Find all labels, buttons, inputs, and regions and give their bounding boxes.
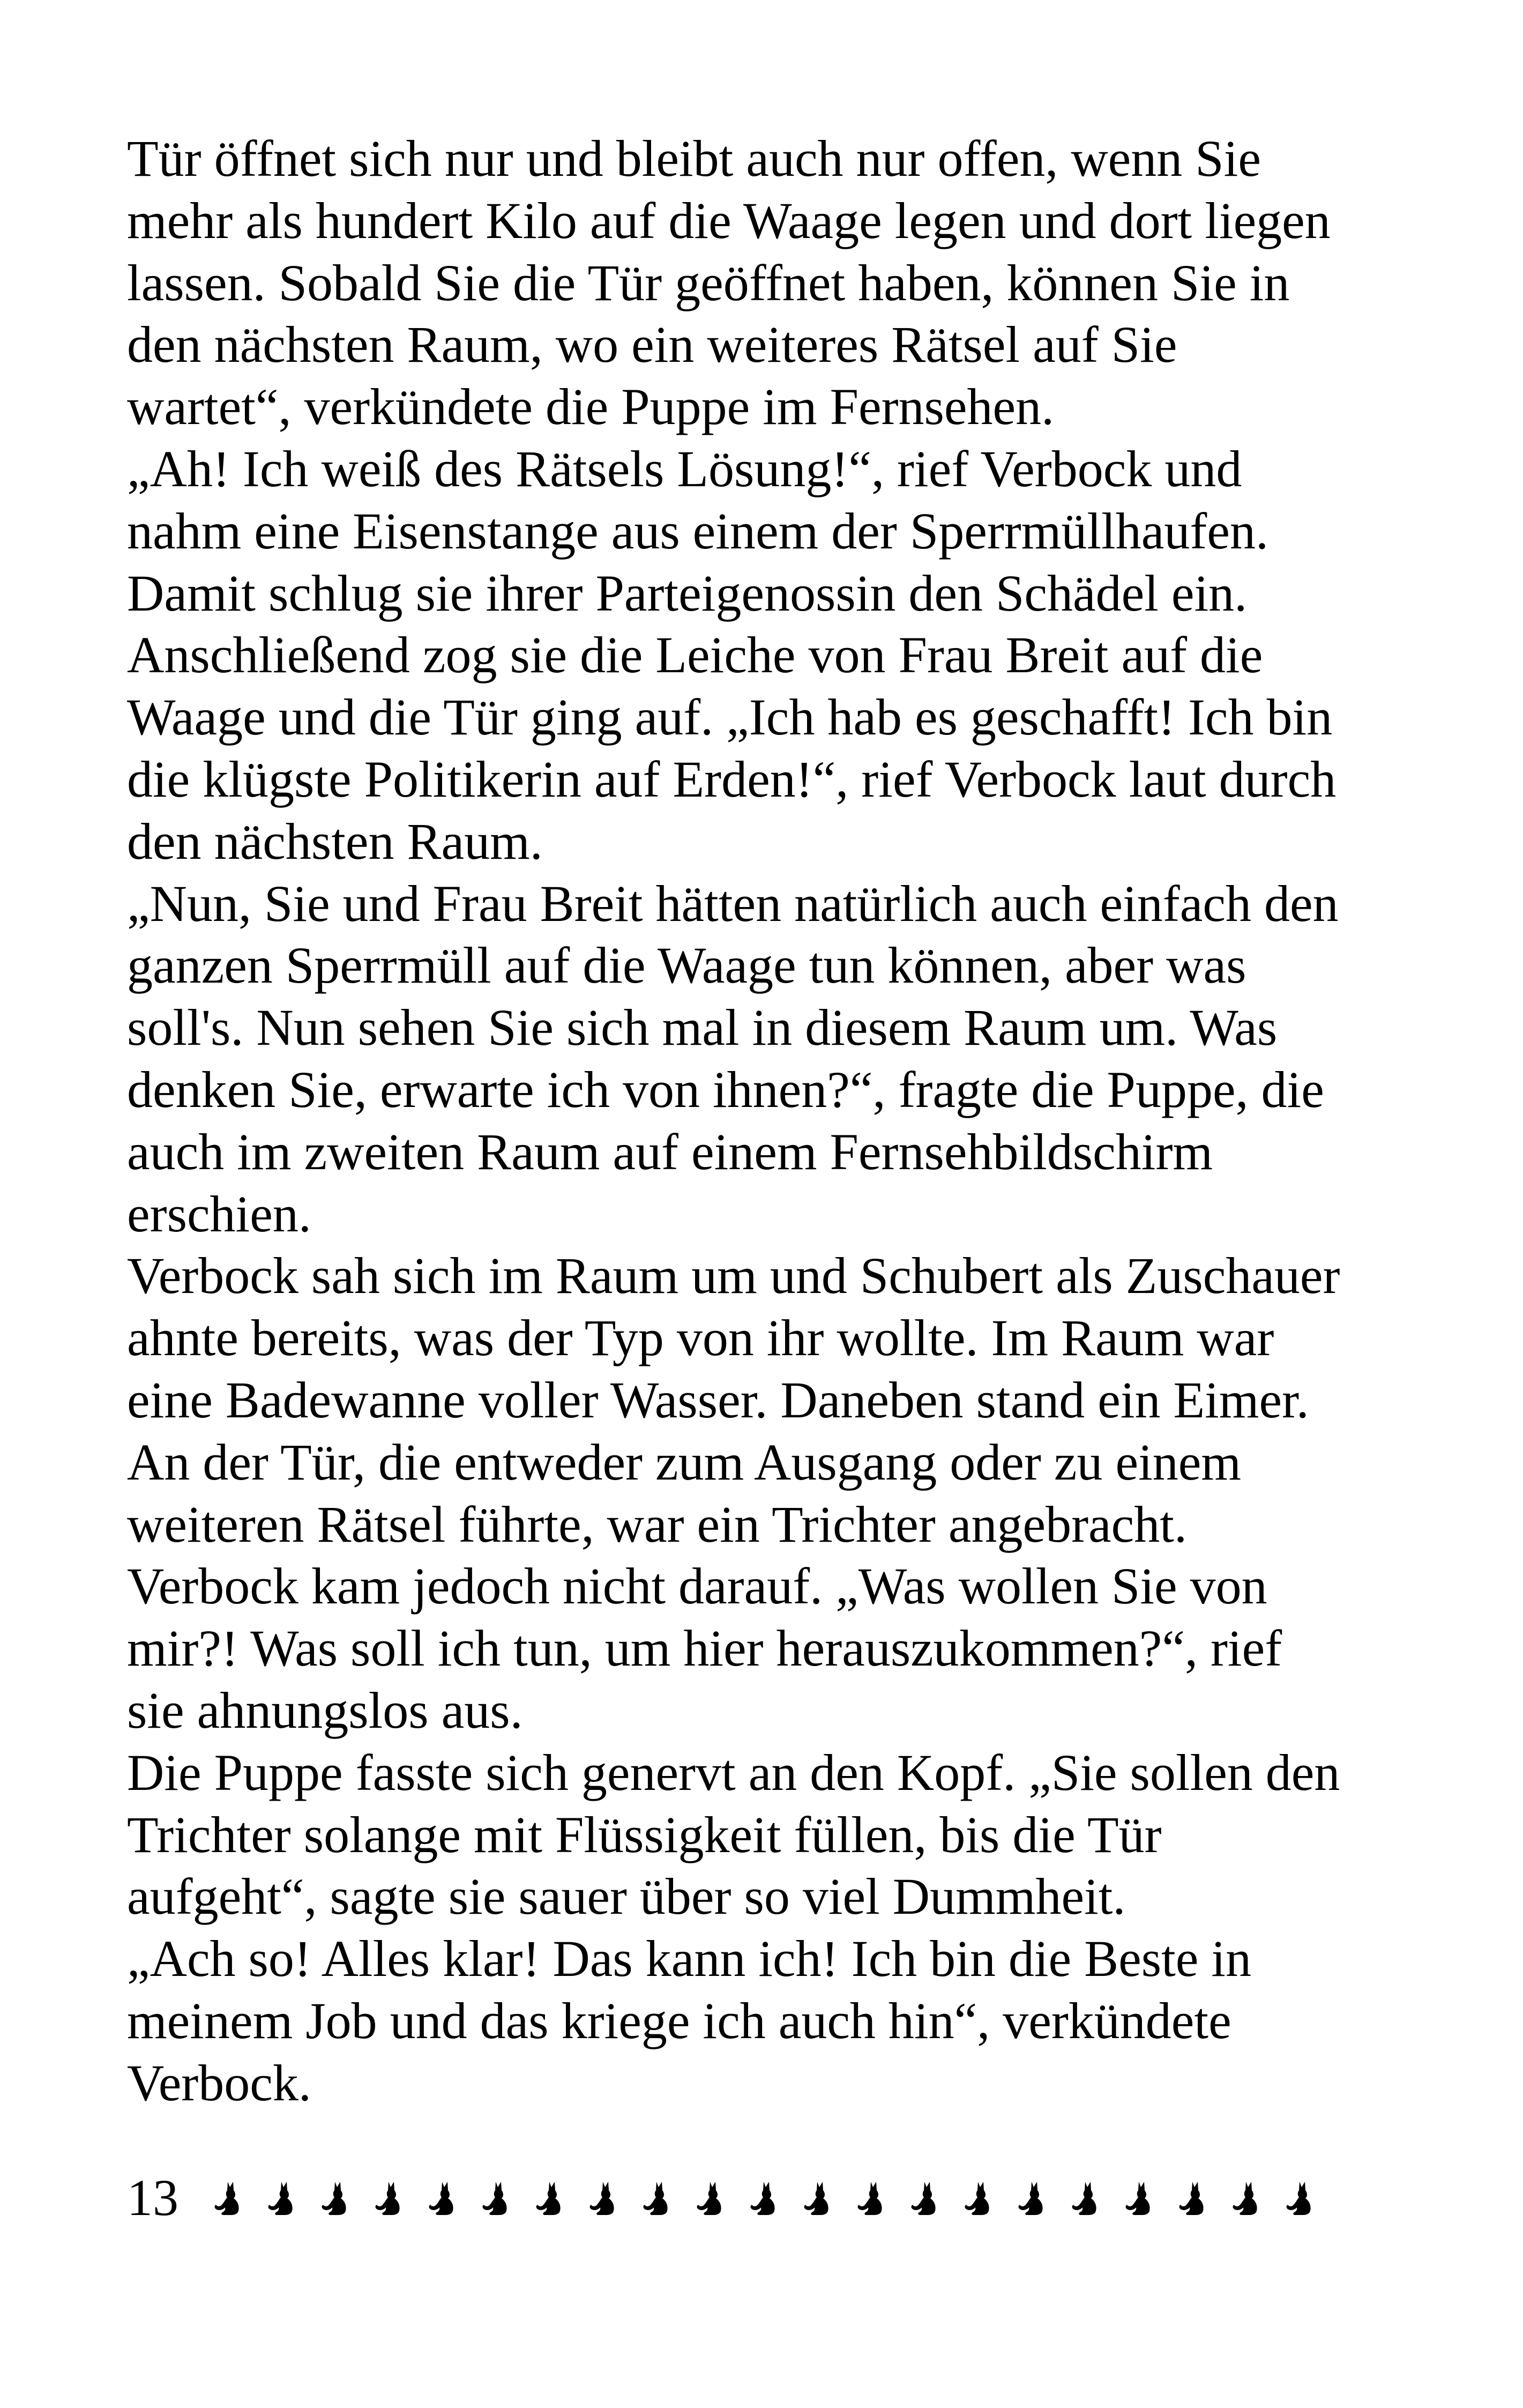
text-line: nahm eine Eisenstange aus einem der Sperrmüllhaufen. [127, 502, 1268, 560]
cat-silhouette-icon [801, 2180, 832, 2216]
text-line: „Nun, Sie und Frau Breit hätten natürlich auch einfach den [127, 874, 1339, 932]
cat-silhouette-icon [372, 2180, 404, 2216]
page-number: 13 [127, 2169, 178, 2226]
text-line: Verbock kam jedoch nicht darauf. „Was wollen Sie von [127, 1557, 1267, 1615]
text-line: ganzen Sperrmüll auf die Waage tun können, aber was [127, 937, 1246, 994]
text-line: Verbock sah sich im Raum um und Schubert als Zuschauer [127, 1247, 1340, 1305]
cat-silhouette-icon [1283, 2180, 1315, 2216]
text-line: soll's. Nun sehen Sie sich mal in diesem Raum um. Was [127, 999, 1278, 1057]
cat-silhouette-icon [1069, 2180, 1100, 2216]
cat-silhouette-icon [1176, 2180, 1207, 2216]
cat-silhouette-icon [1123, 2180, 1154, 2216]
text-line: sie ahnungslos aus. [127, 1681, 523, 1739]
text-line: Trichter solange mit Flüssigkeit füllen, bis die Tür [127, 1805, 1162, 1863]
text-line: An der Tür, die entweder zum Ausgang oder zu einem [127, 1433, 1242, 1491]
text-line: Waage und die Tür ging auf. „Ich hab es geschafft! Ich bin [127, 688, 1333, 746]
page-footer [127, 2160, 1337, 2235]
cat-silhouette-icon [265, 2180, 296, 2216]
cat-silhouette-icon [319, 2180, 350, 2216]
cat-silhouette-icon [694, 2180, 725, 2216]
text-line: Die Puppe fasste sich genervt an den Kopf. „Sie sollen den [127, 1743, 1340, 1801]
cat-silhouette-icon [587, 2180, 618, 2216]
text-line: erschien. [127, 1185, 311, 1243]
text-line: den nächsten Raum. [127, 812, 543, 870]
text-line: eine Badewanne voller Wasser. Daneben stand ein Eimer. [127, 1371, 1309, 1429]
body-text [127, 128, 1435, 2114]
cat-silhouette-icon [533, 2180, 564, 2216]
ornament-row [212, 2180, 1337, 2216]
text-line: aufgeht“, sagte sie sauer über so viel Dummheit. [127, 1868, 1126, 1926]
cat-silhouette-icon [1230, 2180, 1261, 2216]
text-line: denken Sie, erwarte ich von ihnen?“, fragte die Puppe, die [127, 1060, 1324, 1118]
text-line: meinem Job und das kriege ich auch hin“, verkündete [127, 1991, 1231, 2049]
text-line: Damit schlug sie ihrer Parteigenossin den Schädel ein. [127, 564, 1248, 622]
text-line: Anschließend zog sie die Leiche von Frau Breit auf die [127, 626, 1263, 684]
text-line: weiteren Rätsel führte, war ein Trichter angebracht. [127, 1495, 1187, 1553]
text-line: auch im zweiten Raum auf einem Fernsehbildschirm [127, 1123, 1213, 1180]
cat-silhouette-icon [212, 2180, 243, 2216]
text-line: wartet“, verkündete die Puppe im Fernsehen. [127, 378, 1055, 436]
cat-silhouette-icon [640, 2180, 671, 2216]
text-line: ahnte bereits, was der Typ von ihr wollte. Im Raum war [127, 1309, 1274, 1367]
text-line: Tür öffnet sich nur und bleibt auch nur offen, wenn Sie [127, 130, 1261, 187]
text-line: „Ah! Ich weiß des Rätsels Lösung!“, rief Verbock und [127, 440, 1242, 497]
text-line: die klügste Politikerin auf Erden!“, rief Verbock laut durch [127, 750, 1337, 808]
text-line: den nächsten Raum, wo ein weiteres Rätsel auf Sie [127, 316, 1177, 374]
cat-silhouette-icon [426, 2180, 457, 2216]
cat-silhouette-icon [1016, 2180, 1047, 2216]
cat-silhouette-icon [480, 2180, 511, 2216]
text-line: mehr als hundert Kilo auf die Waage legen und dort liegen [127, 191, 1331, 249]
text-line: mir?! Was soll ich tun, um hier herauszukommen?“, rief [127, 1619, 1282, 1677]
cat-silhouette-icon [748, 2180, 779, 2216]
text-line: Verbock. [127, 2054, 311, 2112]
cat-silhouette-icon [855, 2180, 886, 2216]
cat-silhouette-icon [908, 2180, 939, 2216]
cat-silhouette-icon [962, 2180, 993, 2216]
text-line: „Ach so! Alles klar! Das kann ich! Ich bin die Beste in [127, 1930, 1252, 1988]
text-line: lassen. Sobald Sie die Tür geöffnet haben, können Sie in [127, 254, 1290, 311]
